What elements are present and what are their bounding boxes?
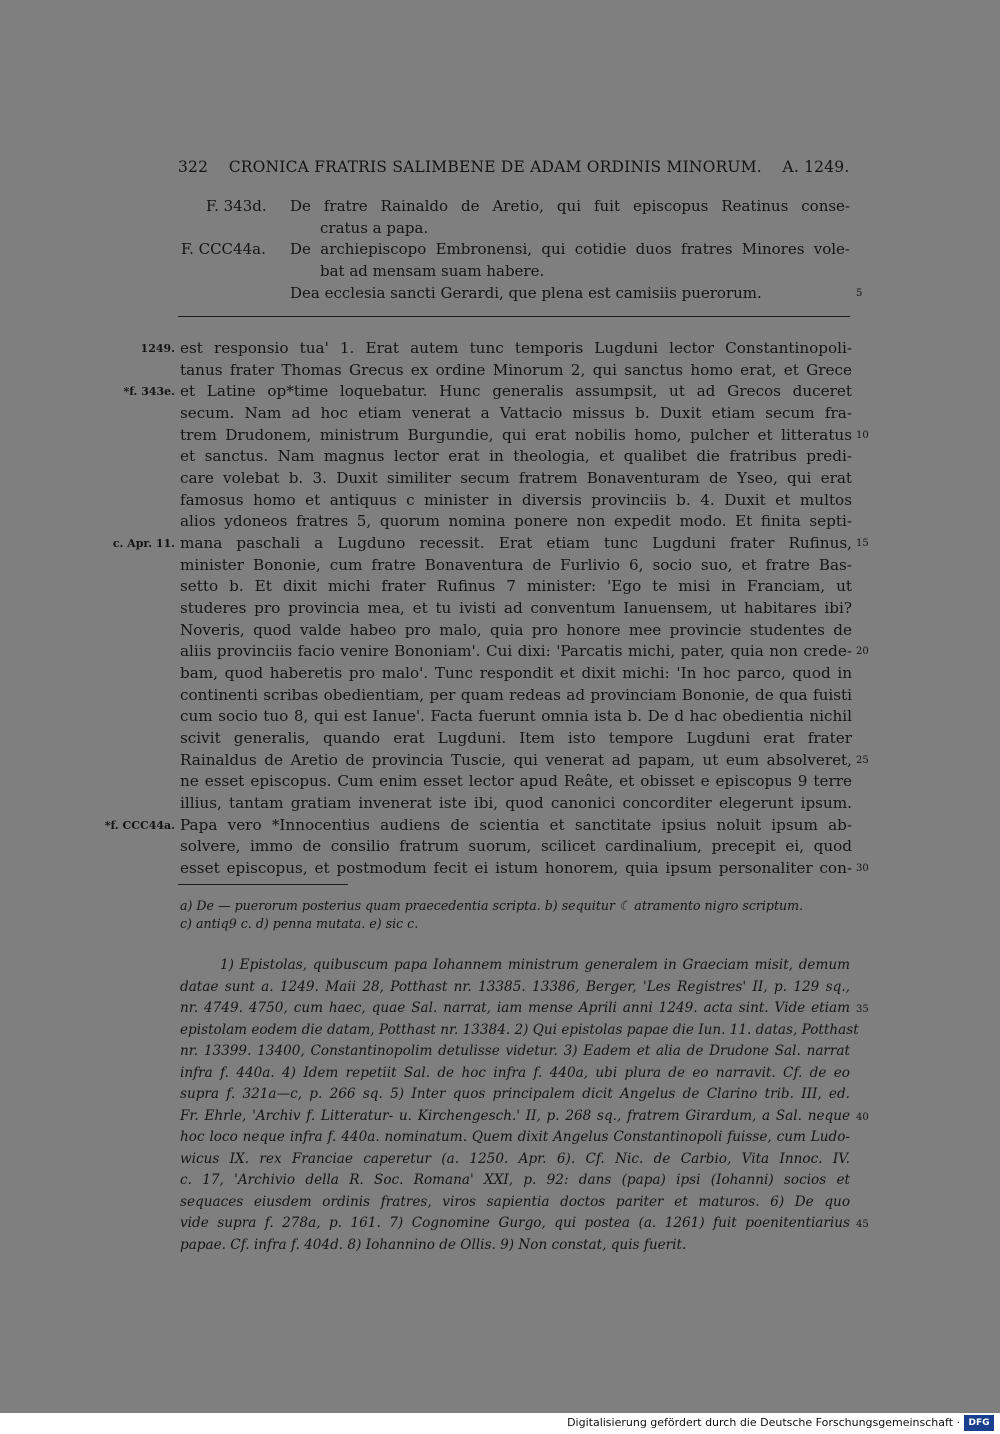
text-line: est responsio tua' 1. Erat autem tunc temporis Lugduni lector Constantinopoli- bbox=[180, 339, 852, 357]
line-number: 45 bbox=[856, 1219, 869, 1230]
running-title: CRONICA FRATRIS SALIMBENE DE ADAM ORDINIS MINORUM. bbox=[228, 158, 762, 176]
page-number: 322 bbox=[178, 158, 209, 176]
divider bbox=[178, 316, 850, 317]
text-line: minister Bononie, cum fratre Bonaventura de Furlivio 6, socio suo, et fratre Bas- bbox=[180, 556, 852, 574]
margin-note: *f. CCC44a. bbox=[104, 819, 175, 832]
text-line: trem Drudonem, ministrum Burgundie, qui erat nobilis homo, pulcher et litteratus bbox=[180, 426, 852, 444]
footnote-line: 1) Epistolas, quibuscum papa Iohannem ministrum generalem in Graeciam misit, demum bbox=[220, 957, 850, 973]
text-line: et Latine op*time loquebatur. Hunc generalis assumpsit, ut ad Grecos duceret bbox=[180, 382, 852, 400]
footnote-line: datae sunt a. 1249. Maii 28, Potthast nr. 13385. 13386, Berger, 'Les Registres' II, p. 129 sq., bbox=[180, 979, 850, 995]
text-line: care volebat b. 3. Duxit similiter secum fratrem Bonaventuram de Yseo, qui erat bbox=[180, 469, 852, 487]
header-year: A. 1249. bbox=[782, 158, 850, 176]
footnote-line: sequaces eiusdem ordinis fratres, viros sapientia doctos pariter et maturos. 6) De quo bbox=[180, 1194, 850, 1210]
footnote-line: vide supra f. 278a, p. 161. 7) Cognomine Gurgo, qui postea (a. 1261) fuit poenitentiarius bbox=[180, 1215, 850, 1231]
text-line: Noveris, quod valde habeo pro malo, quia pro honore mee provincie studentes de bbox=[180, 621, 852, 639]
text-line: esset episcopus, et postmodum fecit ei istum honorem, quia ipsum personaliter con- bbox=[180, 859, 852, 877]
line-number: 10 bbox=[856, 430, 869, 441]
text-line: secum. Nam ad hoc etiam venerat a Vattacio missus b. Duxit etiam secum fra- bbox=[180, 404, 852, 422]
text-line: famosus homo et antiquus c minister in diversis provinciis b. 4. Duxit et multos bbox=[180, 491, 852, 509]
footer-credit: Digitalisierung gefördert durch die Deutsche Forschungsgemeinschaft · bbox=[567, 1416, 960, 1429]
rubric-text: Dea ecclesia sancti Gerardi, que plena est camisiis puerorum. bbox=[290, 284, 762, 302]
footnote-line: nr. 4749. 4750, cum haec, quae Sal. narrat, iam mense Aprili anni 1249. acta sint. Vide etiam bbox=[180, 1000, 850, 1016]
text-line: scivit generalis, quando erat Lugduni. Item isto tempore Lugduni erat frater bbox=[180, 729, 852, 747]
line-number: 25 bbox=[856, 755, 869, 766]
text-line: continenti scribas obedientiam, per quam redeas ad provinciam Bononie, de qua fuisti bbox=[180, 686, 852, 704]
text-line: et sanctus. Nam magnus lector erat in theologia, et qualibet die fratribus predi- bbox=[180, 447, 852, 465]
apparatus-line: c) antiq9 c. d) penna mutata. e) sic c. bbox=[180, 916, 419, 931]
line-number: 5 bbox=[856, 288, 863, 299]
footnote-line: Fr. Ehrle, 'Archiv f. Litteratur- u. Kirchengesch.' II, p. 268 sq., fratrem Girardum, a Sal. neque bbox=[180, 1108, 850, 1124]
footnote-line: nr. 13399. 13400, Constantinopolim detulisse videtur. 3) Eadem et alia de Drudone Sal. narrat bbox=[180, 1043, 850, 1059]
line-number: 20 bbox=[856, 646, 869, 657]
rubric-continuation: bat ad mensam suam habere. bbox=[320, 262, 545, 280]
line-number: 35 bbox=[856, 1004, 869, 1015]
line-number: 40 bbox=[856, 1112, 869, 1123]
text-line: cum socio tuo 8, qui est Ianue'. Facta fuerunt omnia ista b. De d hac obedientia nichil bbox=[180, 707, 852, 725]
footnote-line: hoc loco neque infra f. 440a. nominatum. Quem dixit Angelus Constantinopoli fuisse, cum Ludo- bbox=[180, 1129, 850, 1145]
text-line: illius, tantam gratiam invenerat iste ibi, quod canonici concorditer elegerunt ipsum. bbox=[180, 794, 852, 812]
footnote-line: infra f. 440a. 4) Idem repetiit Sal. de hoc infra f. 440a, ubi plura de eo narravit. Cf. de eo bbox=[180, 1065, 850, 1081]
margin-note: *f. 343e. bbox=[123, 385, 175, 398]
rubric-ref: F. CCC44a. bbox=[181, 240, 266, 258]
rubric-text: De fratre Rainaldo de Aretio, qui fuit episcopus Reatinus conse- bbox=[290, 197, 850, 215]
text-line: tanus frater Thomas Grecus ex ordine Minorum 2, qui sanctus homo erat, et Grece bbox=[180, 361, 852, 379]
text-line: aliis provinciis facio venire Bononiam'. Cui dixi: 'Parcatis michi, pater, quia non crede- bbox=[180, 642, 852, 660]
text-line: mana paschali a Lugduno recessit. Erat etiam tunc Lugduni frater Rufinus, bbox=[180, 534, 852, 552]
footnote-line: wicus IX. rex Franciae caperetur (a. 1250. Apr. 6). Cf. Nic. de Carbio, Vita Innoc. IV. bbox=[180, 1151, 850, 1167]
text-line: ne esset episcopus. Cum enim esset lector apud Reâte, et obisset e episcopus 9 terre bbox=[180, 772, 852, 790]
margin-note: c. Apr. 11. bbox=[112, 537, 175, 550]
line-number: 30 bbox=[856, 863, 869, 874]
text-line: alios ydoneos fratres 5, quorum nomina ponere non expedit modo. Et finita septi- bbox=[180, 512, 852, 530]
footnote-line: supra f. 321a—c, p. 266 sq. 5) Inter quos principalem dicit Angelus de Clarino trib. III, ed. bbox=[180, 1086, 850, 1102]
rubric-ref: F. 343d. bbox=[206, 197, 267, 215]
line-number: 15 bbox=[856, 538, 869, 549]
running-header bbox=[178, 158, 850, 176]
margin-note: 1249. bbox=[140, 342, 175, 355]
text-line: studeres pro provincia mea, et tu ivisti ad conventum Ianuensem, ut habitares ibi? bbox=[180, 599, 852, 617]
footnote-line: epistolam eodem die datam, Potthast nr. 13384. 2) Qui epistolas papae die Iun. 11. datas, Potthast bbox=[180, 1022, 859, 1038]
text-line: Papa vero *Innocentius audiens de scientia et sanctitate ipsius noluit ipsum ab- bbox=[180, 816, 852, 834]
apparatus-divider bbox=[178, 884, 348, 885]
text-line: solvere, immo de consilio fratrum suorum, scilicet cardinalium, precepit ei, quod bbox=[180, 837, 852, 855]
text-line: bam, quod haberetis pro malo'. Tunc respondit et dixit michi: 'In hoc parco, quod in bbox=[180, 664, 852, 682]
footnote-line: papae. Cf. infra f. 404d. 8) Iohannino de Ollis. 9) Non constat, quis fuerit. bbox=[180, 1237, 687, 1253]
apparatus-line: a) De — puerorum posterius quam praecedentia scripta. b) sequitur ☾ atramento nigro scriptum. bbox=[180, 898, 804, 913]
rubric-continuation: cratus a papa. bbox=[320, 219, 429, 237]
footnote-line: c. 17, 'Archivio della R. Soc. Romana' XXI, p. 92: dans (papa) ipsi (Iohanni) socios et bbox=[180, 1172, 850, 1188]
dfg-logo: DFG bbox=[964, 1415, 994, 1431]
rubric-text: De archiepiscopo Embronensi, qui cotidie duos fratres Minores vole- bbox=[290, 240, 850, 258]
text-line: setto b. Et dixit michi frater Rufinus 7 minister: 'Ego te misi in Franciam, ut bbox=[180, 577, 852, 595]
text-line: Rainaldus de Aretio de provincia Tuscie, qui venerat ad papam, ut eum absolveret, bbox=[180, 751, 852, 769]
